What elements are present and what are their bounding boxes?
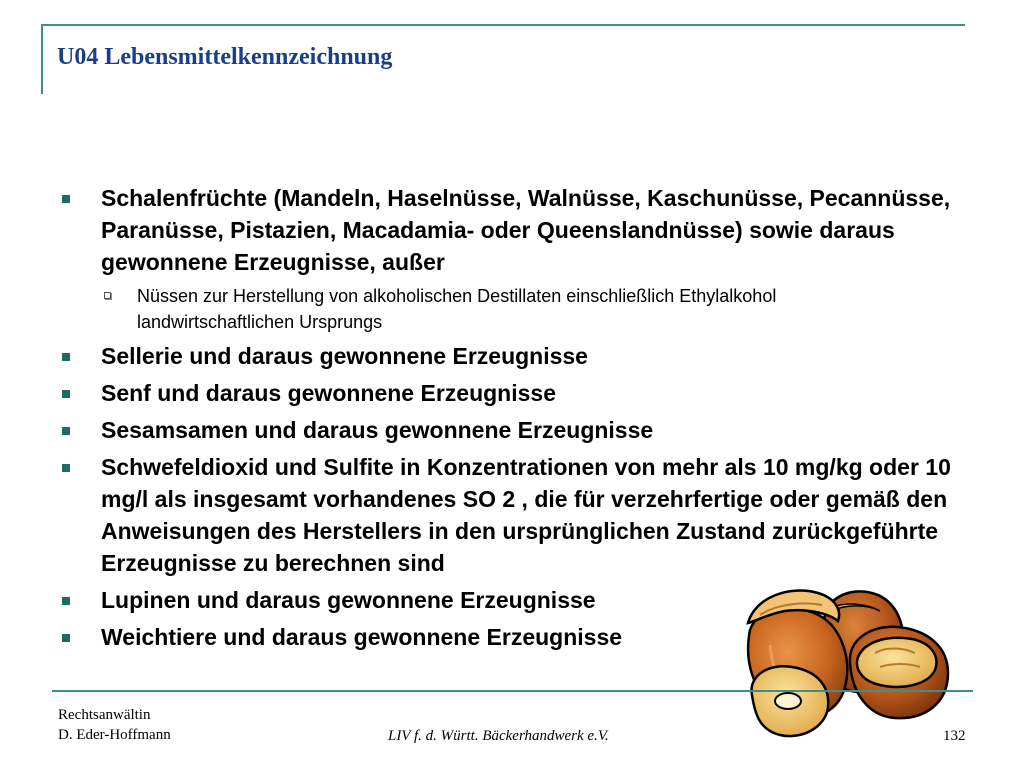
title-frame-top-line: [41, 24, 965, 26]
list-item-text: Sesamsamen und daraus gewonnene Erzeugnisse: [101, 417, 654, 443]
list-item: [58, 377, 956, 409]
footer-author-name: D. Eder-Hoffmann: [58, 727, 171, 743]
square-bullet-icon: [62, 195, 70, 203]
square-bullet-icon: [62, 427, 70, 435]
list-item: [58, 182, 956, 335]
list-item-text: Schalenfrüchte (Mandeln, Haselnüsse, Walnüsse, Kaschunüsse, Pecannüsse, Paranüsse, Pistazien, Macadamia- oder Queenslandnüsse) sowie daraus gewonnene Erzeugnisse, außer: [101, 185, 951, 275]
square-bullet-icon: [62, 464, 70, 472]
list-item-text: Senf und daraus gewonnene Erzeugnisse: [101, 380, 556, 406]
hazelnut-half-kernel: [752, 666, 829, 736]
list-item-text: Lupinen und daraus gewonnene Erzeugnisse: [101, 587, 596, 613]
list-item-text: Schwefeldioxid und Sulfite in Konzentrationen von mehr als 10 mg/kg oder 10 mg/l als insgesamt vorhandenes SO 2 , die für verzehrfertige oder gemäß den Anweisungen des Herstellers in den ursprünglichen Zustand zurückgeführte Erzeugnisse zu berechnen sind: [101, 454, 951, 576]
footer-author-title: Rechtsanwältin: [58, 707, 151, 723]
sub-list-item-text: Nüssen zur Herstellung von alkoholischen Destillaten einschließlich Ethylalkohol landwirtschaftlichen Ursprungs: [137, 286, 777, 332]
slide-title: U04 Lebensmittelkennzeichnung: [57, 44, 393, 70]
sub-list-item: [101, 283, 917, 335]
square-bullet-icon: [62, 597, 70, 605]
footer-divider: [52, 690, 973, 692]
square-bullet-icon: [62, 634, 70, 642]
checkbox-bullet-icon: [104, 292, 111, 299]
sub-list: [101, 283, 956, 335]
hazelnuts-clipart-icon: [730, 575, 970, 750]
list-item: [58, 414, 956, 446]
footer-organization: LIV f. d. Württ. Bäckerhandwerk e.V.: [388, 728, 609, 744]
list-item: [58, 451, 956, 579]
list-item-text: Weichtiere und daraus gewonnene Erzeugnisse: [101, 624, 623, 650]
square-bullet-icon: [62, 390, 70, 398]
hazelnut-cracked: [850, 627, 948, 718]
title-frame-left-line: [41, 24, 43, 94]
page-number: 132: [943, 728, 966, 744]
footer-author: [58, 705, 171, 745]
square-bullet-icon: [62, 353, 70, 361]
list-item-text: Sellerie und daraus gewonnene Erzeugnisse: [101, 343, 588, 369]
list-item: [58, 340, 956, 372]
